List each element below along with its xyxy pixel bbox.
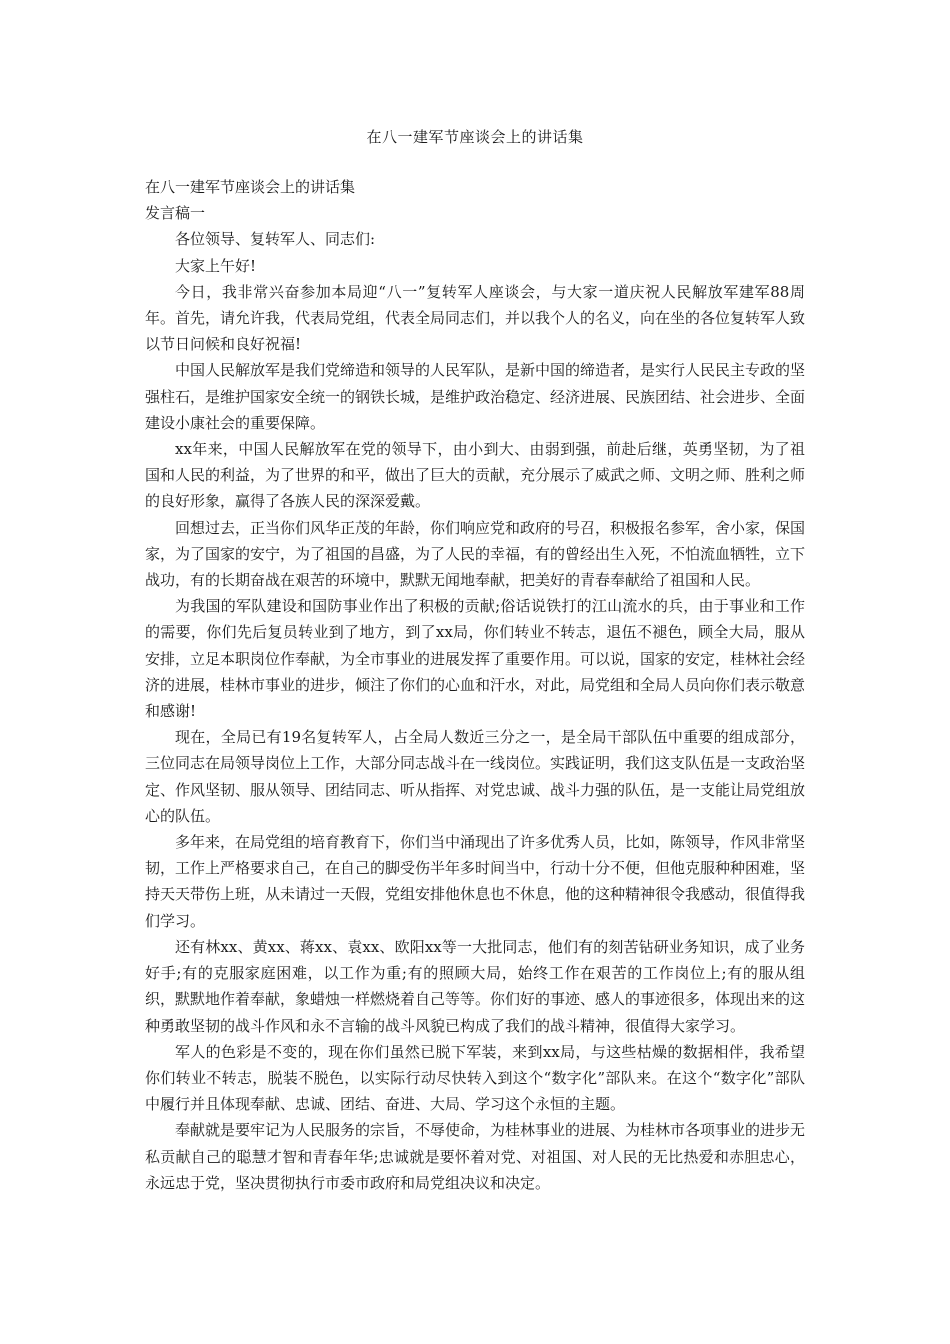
paragraph: 今日，我非常兴奋参加本局迎“八一”复转军人座谈会，与大家一道庆祝人民解放军建军88周年。首先，请允许我，代表局党组，代表全局同志们，并以我个人的名义，向在坐的各位复转军人致以节日问候和良好祝福! bbox=[145, 282, 806, 354]
section-label: 发言稿一 bbox=[145, 204, 206, 223]
paragraph: 奉献就是要牢记为人民服务的宗旨，不辱使命，为桂林事业的进展、为桂林市各项事业的进步无私贡献自己的聪慧才智和青春年华;忠诚就是要怀着对党、对祖国、对人民的无比热爱和赤胆忠心，永远忠于党，坚决贯彻执行市委市政府和局党组决议和决定。 bbox=[145, 1121, 806, 1192]
paragraph: 还有林xx、黄xx、蒋xx、袁xx、欧阳xx等一大批同志，他们有的刻苦钻研业务知识，成了业务好手;有的克服家庭困难，以工作为重;有的照顾大局，始终工作在艰苦的工作岗位上;有的服从组织，默默地作着奉献，象蜡烛一样燃烧着自己等等。你们好的事迹、感人的事迹很多，体现出来的这种勇敢坚韧的战斗作风和永不言输的战斗风貌已构成了我们的战斗精神，很值得大家学习。 bbox=[145, 937, 806, 1035]
paragraph: 多年来，在局党组的培育教育下，你们当中涌现出了许多优秀人员，比如，陈领导，作风非常坚韧，工作上严格要求自己，在自己的脚受伤半年多时间当中，行动十分不便，但他克服种种困难，坚持天天带伤上班，从未请过一天假，党组安排他休息也不休息，他的这种精神很令我感动，很值得我们学习。 bbox=[145, 833, 806, 930]
page-title: 在八一建军节座谈会上的讲话集 bbox=[366, 128, 584, 146]
paragraph: 为我国的军队建设和国防事业作出了积极的贡献;俗话说铁打的江山流水的兵，由于事业和工作的需要，你们先后复员转业到了地方，到了xx局，你们转业不转志，退伍不褪色，顾全大局，服从安排，立足本职岗位作奉献，为全市事业的进展发挥了重要作用。可以说，国家的安定，桂林社会经济的进展，桂林市事业的进步，倾注了你们的心血和汗水，对此，局党组和全局人员向你们表示敬意和感谢! bbox=[145, 597, 806, 721]
paragraph: 现在，全局已有19名复转军人，占全局人数近三分之一，是全局干部队伍中重要的组成部分，三位同志在局领导岗位上工作，大部分同志战斗在一线岗位。实践证明，我们这支队伍是一支政治坚定、作风坚韧、服从领导、团结同志、听从指挥、对党忠诚、战斗力强的队伍，是一支能让局党组放心的队伍。 bbox=[145, 728, 806, 825]
document-subtitle: 在八一建军节座谈会上的讲话集 bbox=[145, 178, 356, 196]
document-body bbox=[145, 174, 805, 1196]
paragraph: 军人的色彩是不变的，现在你们虽然已脱下军装，来到xx局，与这些枯燥的数据相伴，我希望你们转业不转志，脱装不脱色，以实际行动尽快转入到这个“数字化”部队来。在这个“数字化”部队中履行并且体现奉献、忠诚、团结、奋进、大局、学习这个永恒的主题。 bbox=[145, 1042, 805, 1114]
paragraph: 回想过去，正当你们风华正茂的年龄，你们响应党和政府的号召，积极报名参军，舍小家，保国家，为了国家的安宁，为了祖国的昌盛，为了人民的幸福，有的曾经出生入死，不怕流血牺牲，立下战功，有的长期奋战在艰苦的环境中，默默无闻地奉献，把美好的青春奉献给了祖国和人民。 bbox=[145, 518, 806, 590]
salutation: 各位领导、复转军人、同志们: bbox=[175, 230, 376, 249]
greeting: 大家上午好! bbox=[175, 256, 257, 275]
paragraph: 中国人民解放军是我们党缔造和领导的人民军队，是新中国的缔造者，是实行人民民主专政的坚强柱石，是维护国家安全统一的钢铁长城，是维护政治稳定、经济进展、民族团结、社会进步、全面建设小康社会的重要保障。 bbox=[145, 361, 806, 432]
paragraph: xx年来，中国人民解放军在党的领导下，由小到大、由弱到强，前赴后继，英勇坚韧，为了祖国和人民的利益，为了世界的和平，做出了巨大的贡献，充分展示了威武之师、文明之师、胜利之师的良好形象，赢得了各族人民的深深爱戴。 bbox=[145, 440, 806, 511]
